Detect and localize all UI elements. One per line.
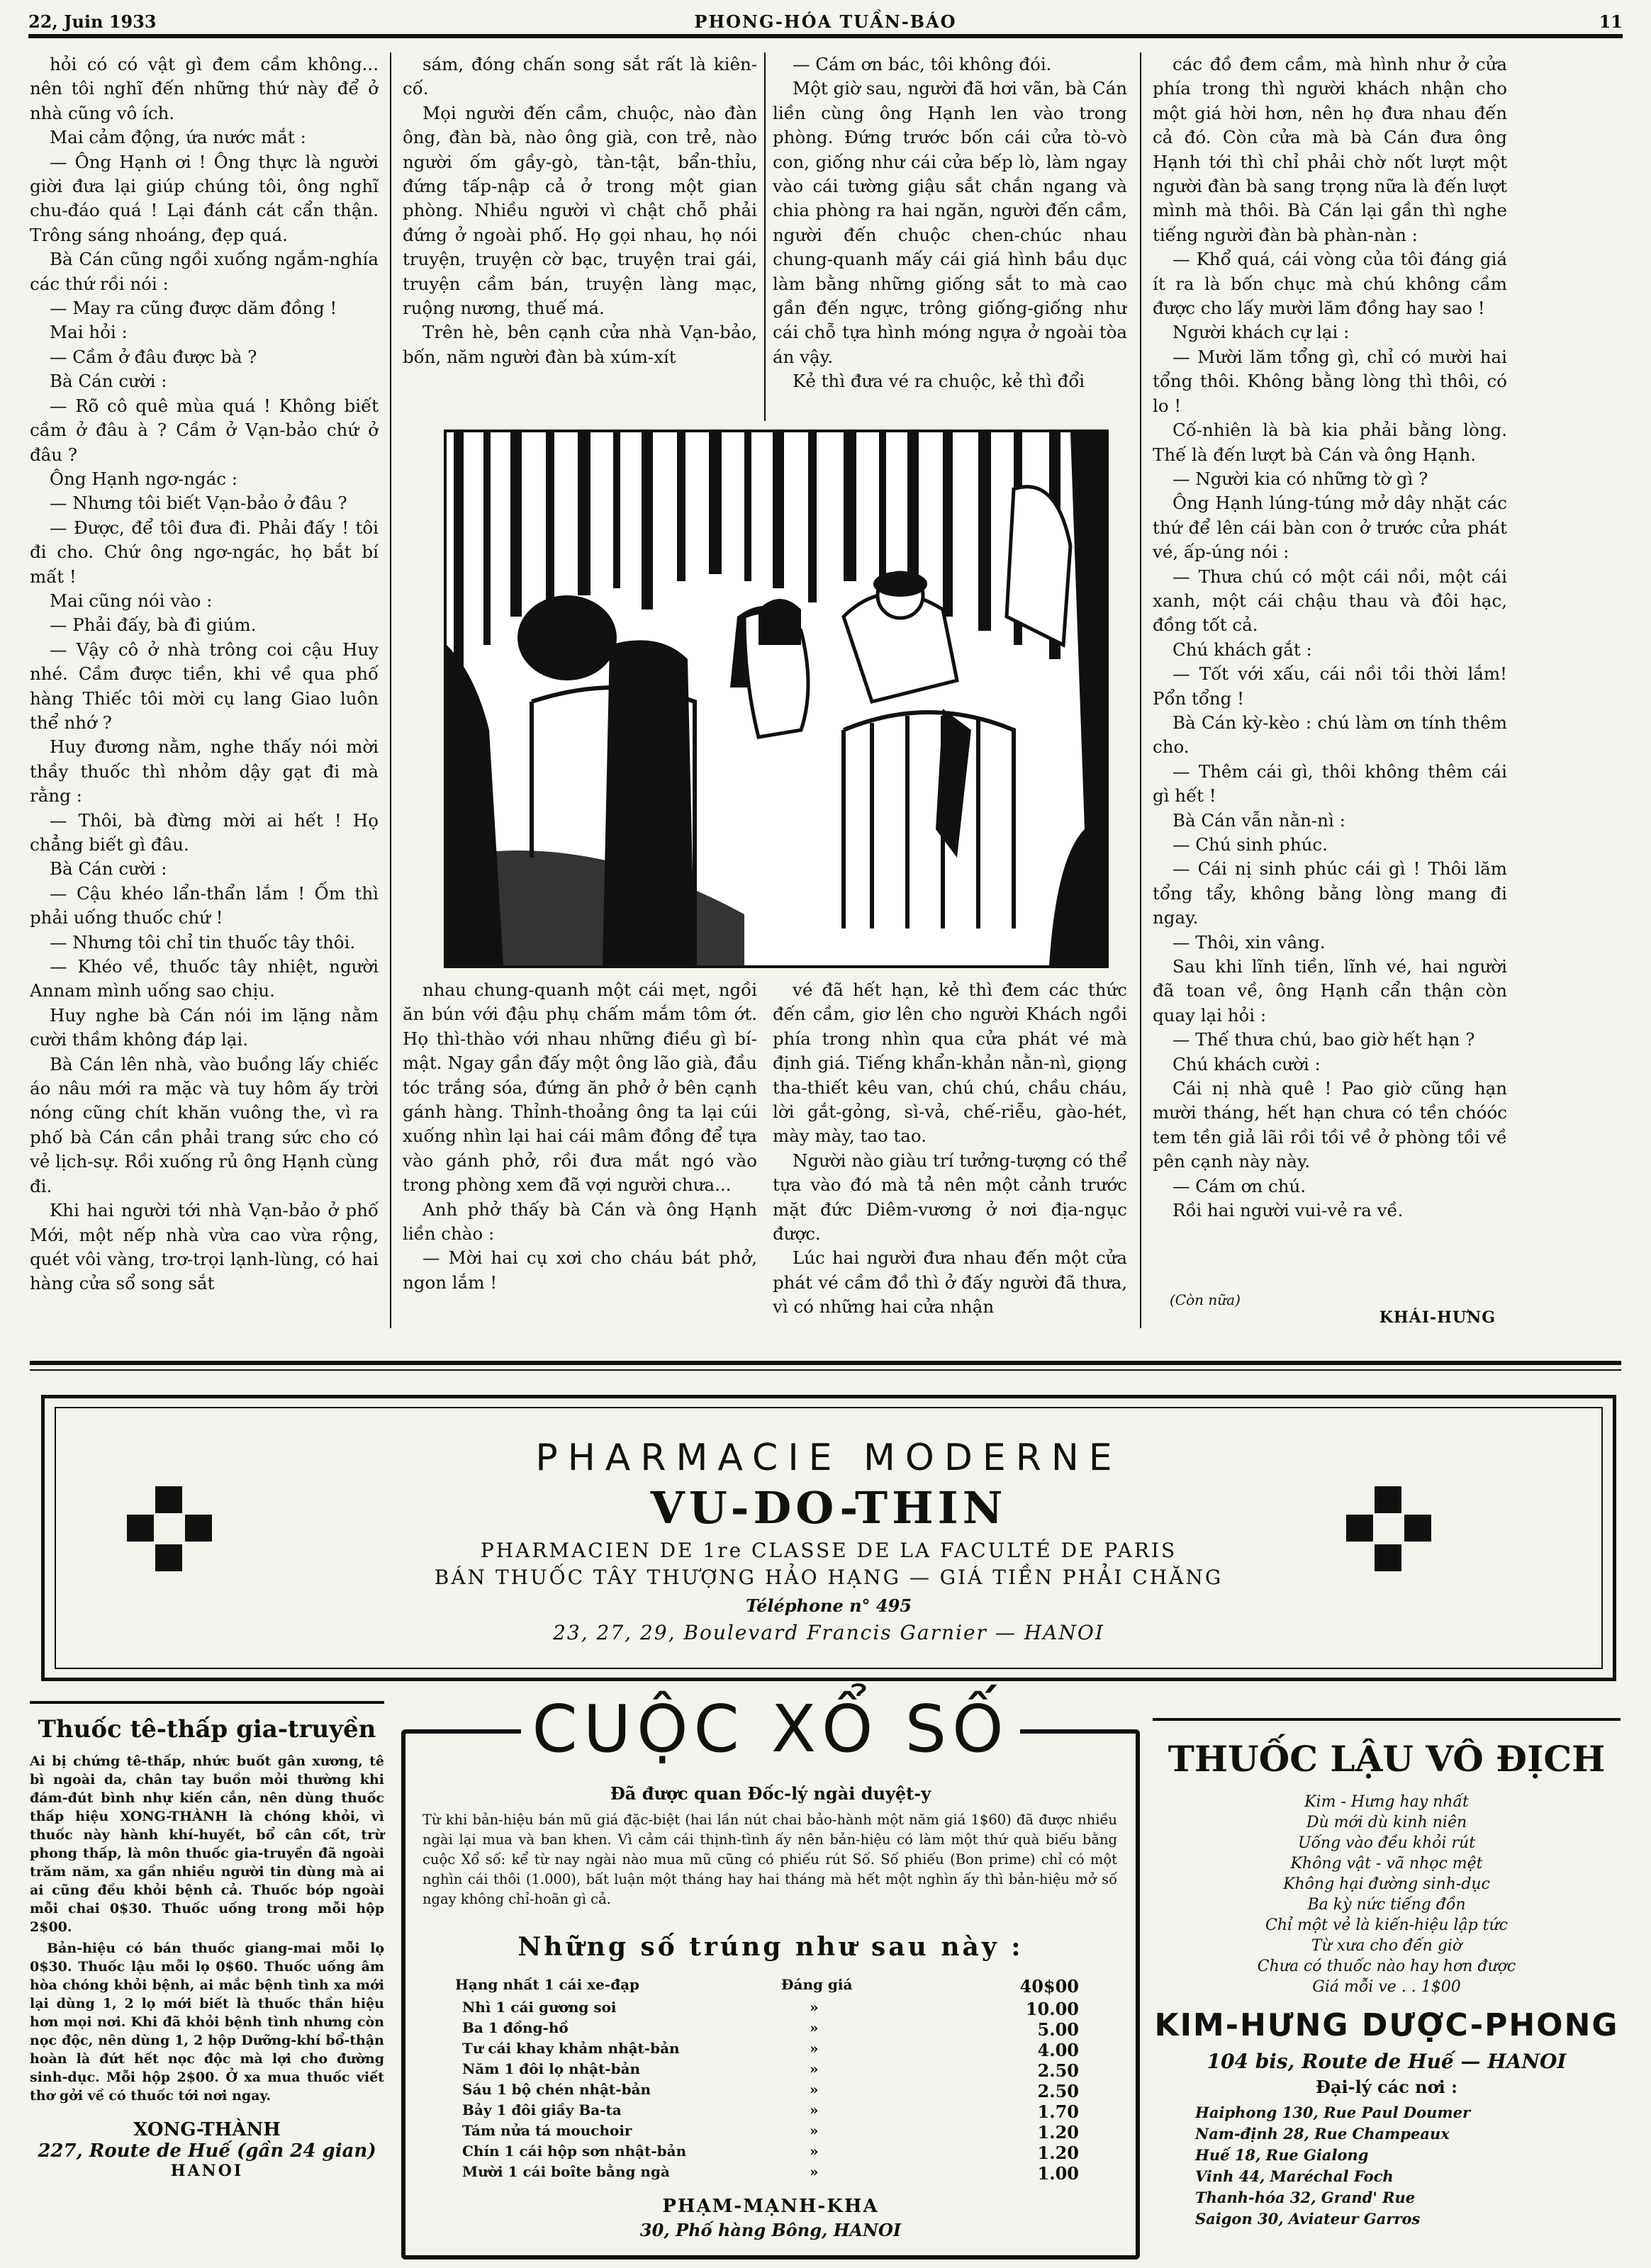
article-paragraph: Kẻ thì đưa vé ra chuộc, kẻ thì đổi	[793, 371, 1085, 392]
poem-line: Uống vào đều khỏi rút	[1297, 1834, 1476, 1852]
prize-label: Năm 1 đôi lọ nhật-bản	[462, 2060, 641, 2077]
article-paragraph: Ông Hạnh lúng-túng mở dây nhặt các thứ để lên cái bàn con ở trước cửa phát vé, ấp-úng nói :	[1153, 493, 1507, 563]
article-continued: (Còn nữa)	[1170, 1291, 1241, 1308]
poem-line: Kim - Hưng hay nhất	[1304, 1793, 1469, 1811]
article-paragraph: Trên hè, bên cạnh cửa nhà Vạn-bảo, bốn, năm người đàn bà xúm-xít	[403, 322, 757, 367]
prize-label: Bảy 1 đôi giầy Ba-ta	[462, 2101, 622, 2118]
agent-line: Saigon 30, Aviateur Garros	[1195, 2210, 1421, 2228]
ad-te-thap-city: HANOI	[170, 2162, 244, 2180]
article-paragraph: — Chú sinh phúc.	[1173, 834, 1328, 855]
article-paragraph: Mai cảm động, ứa nước mắt :	[50, 127, 306, 148]
article-paragraph: Ông Hạnh ngơ-ngác :	[50, 468, 237, 489]
article-paragraph: Bà Cán vẫn nằn-nì :	[1173, 809, 1345, 831]
poem-line: Chưa có thuốc nào hay hơn được	[1257, 1958, 1516, 1975]
agent-line: Huế 18, Rue Gialong	[1195, 2146, 1369, 2164]
ad-pharmacie-address: 23, 27, 29, Boulevard Francis Garnier — HANOI	[553, 1621, 1104, 1644]
ad-pharmacie-tagline: BÁN THUỐC TÂY THƯỢNG HẢO HẠNG — GIÁ TIỀN PHẢI CHĂNG	[434, 1566, 1224, 1589]
prize-row	[455, 2163, 1079, 2184]
article-column-3	[773, 52, 1127, 421]
article-paragraph: Cố-nhiên là bà kia phải bằng lòng. Thế là đến lượt bà Cán và ông Hạnh.	[1153, 420, 1507, 465]
ad-xoso-intro: Từ khi bản-hiệu bán mũ giá đặc-biệt (hai lần nút chai bảo-hành một năm giá 1$60) đã được nhiều ngài lại mua và ban khen. Vì cảm cái thịnh-tình ấy nên bản-hiệu có làm một thứ quà biếu bằng cuộc Xổ số: kể từ nay ngài nào mua mũ cũng có phiếu rút Số. Số phiếu (Bon prime) chỉ có một nghìn cái thôi (1.000), bất luận một tháng hay hai tháng mà hết một nghìn ấy thì bản-hiệu mở số ngay không chỉ-hoãn gì cả.	[422, 1812, 1117, 1907]
article-author: KHÁI-HƯNG	[1379, 1308, 1496, 1327]
article-paragraph: Mọi người đến cầm, chuộc, nào đàn ông, đàn bà, nào ông già, con trẻ, nào người ốm gầy-gò, tàn-tật, bẩn-thỉu, đứng tấp-nập cả ở trong một gian phòng. Nhiều người vì chật chỗ phải đứng ở ngoài phố. Họ gọi nhau, họ nói truyện, truyện cờ bạc, truyện trai gái, truyện cầm bán, truyện làng mạc, ruộng nương, thuế má.	[403, 102, 757, 319]
article-paragraph: Anh phở thấy bà Cán và ông Hạnh liền chào :	[403, 1198, 757, 1245]
ad-xoso-title	[405, 1691, 1136, 1767]
article-paragraph: các đồ đem cầm, mà hình như ở cửa phía trong thì người khách nhận cho một giá hời hơn, nên họ đưa nhau đến cả đó. Còn cửa mà bà Cán đưa ông Hạnh tới thì chỉ phải chờ nốt lượt một người đàn bà sang trọng nữa là đến lượt mình mà thôi. Bà Cán lại gần thì nghe tiếng người đàn bà phàn-nàn :	[1153, 54, 1507, 245]
ad-xoso-prize-list	[455, 1999, 1079, 2184]
ad-lau-poem	[1153, 1792, 1621, 1997]
prize-row	[455, 2060, 1079, 2081]
thuoc-lau-ad	[1153, 1727, 1621, 2251]
prize-row	[455, 2081, 1079, 2101]
article-paragraph: — Mười lăm tổng gì, chỉ có mười hai tổng thôi. Không bằng lòng thì thôi, có lo !	[1153, 346, 1507, 416]
poem-line: Từ xưa cho đến giờ	[1311, 1937, 1462, 1955]
prize-value: 1.70	[1037, 2101, 1079, 2122]
article-column-4	[1153, 52, 1507, 1307]
article-column-2	[403, 52, 757, 421]
article-paragraph: Một giờ sau, người đã hơi vãn, bà Cán liền cùng ông Hạnh len vào trong phòng. Đứng trước bốn cái cửa tò-vò con, giống như cái cửa bếp lò, làm ngay vào cái tường giậu sắt chắn ngang và chia phòng ra hai ngăn, người đến cầm, người đến chuộc chen-chúc nhau chung-quanh mấy cái giá hình bầu dục làm bằng những giống sắt to mà cao gần đến ngực, trông giống-giống như cái chỗ tựa hình móng ngựa ở ngoài tòa án vậy.	[773, 78, 1127, 367]
column-divider	[390, 52, 391, 1328]
ad-xoso-first-prize: Hạng nhất 1 cái xe-đạp	[455, 1976, 640, 1993]
article-paragraph: — Người kia có những tờ gì ?	[1173, 468, 1428, 489]
article-paragraph: — Nhưng tôi biết Vạn-bảo ở đâu ?	[50, 493, 347, 514]
pawnshop-illustration	[444, 430, 1109, 968]
article-paragraph: — Ông Hạnh ơi ! Ông thực là người giời đưa lại giúp chúng tôi, ông nghĩ chu-đáo quá ! Lại đánh cát cẩn thận. Trông sáng nhoáng, đẹp quá.	[30, 151, 379, 245]
illustration-drawing	[447, 432, 1106, 965]
article-paragraph: — May ra cũng được dăm đồng !	[50, 298, 337, 319]
ad-te-thap-body-2: Bản-hiệu có bán thuốc giang-mai mỗi lọ 0$30. Thuốc lậu mỗi lọ 0$60. Thuốc uống âm hòa chóng khỏi bệnh, ai mắc bệnh tình xa mới lại dùng 1, 2 lọ mới biết là thuốc thần hiệu hơn mọi nơi. Khi đã khỏi bệnh tình nhưng còn nọc độc, nên dùng 1, 2 hộp Dưỡng-khí bổ-thận hoàn là đứt hết nọc độc mà lợi cho đường sinh-dục. Mỗi hộp 2$00. Ở xa mua thuốc viết thơ gởi về có thuốc tới nơi ngay.	[30, 1941, 384, 2104]
agent-line: Haiphong 130, Rue Paul Doumer	[1195, 2104, 1471, 2121]
article-paragraph: Mai hỏi :	[50, 322, 128, 343]
article-paragraph: Rồi hai người vui-vẻ ra về.	[1173, 1200, 1404, 1221]
prize-value: 1.20	[1037, 2122, 1079, 2143]
poem-line: Dù mới dù kinh niên	[1306, 1814, 1467, 1831]
article-paragraph: sám, đóng chấn song sắt rất là kiên-cố.	[403, 54, 757, 99]
section-rule	[1153, 1718, 1621, 1721]
newspaper-title: PHONG-HÓA TUẦN-BÁO	[694, 11, 957, 32]
article-paragraph: — Cầm ở đâu được bà ?	[50, 346, 257, 367]
ad-pharmacie-name: VU-DO-THIN	[650, 1482, 1007, 1534]
ad-te-thap-title: Thuốc tê-thấp gia-truyền	[38, 1715, 376, 1744]
article-paragraph: vé đã hết hạn, kẻ thì đem các thức đến cầm, giơ lên cho người Khách ngồi phía trong nhìn qua cửa phát vé mà định giá. Tiếng khẩn-khản nằn-nì, giọng tha-thiết kêu van, chú chú, chầu cháu, lời gắt-gỏng, sì-vả, chế-riễu, gào-hét, mày mày, tao tao.	[773, 979, 1127, 1147]
prize-value: 2.50	[1037, 2060, 1079, 2081]
cross-ornament-icon	[1346, 1486, 1431, 1571]
prize-ditto-mark: »	[810, 2081, 819, 2098]
poem-line: Không vật - vã nhọc mệt	[1290, 1855, 1483, 1873]
ad-pharmacie-qualification: PHARMACIEN DE 1re CLASSE DE LA FACULTÉ DE PARIS	[480, 1539, 1177, 1562]
article-paragraph: Bà Cán kỳ-kèo : chú làm ơn tính thêm cho.	[1153, 712, 1507, 758]
prize-label: Tám nửa tá mouchoir	[462, 2122, 632, 2139]
prize-row	[455, 2143, 1079, 2163]
ad-xoso-address: 30, Phố hàng Bông, HANOI	[639, 2220, 902, 2240]
ad-lau-agents-title: Đại-lý các nơi :	[1316, 2077, 1457, 2097]
article-paragraph: Khi hai người tới nhà Vạn-bảo ở phố Mới, một nếp nhà vừa cao vừa rộng, quét vôi vàng, trơ-trọi lạnh-lùng, có hai hàng cửa sổ song sắt	[30, 1200, 379, 1294]
prize-ditto-mark: »	[810, 2163, 819, 2180]
prize-label: Sáu 1 bộ chén nhật-bản	[462, 2081, 651, 2098]
poem-line: Chỉ một vẻ là kiến-hiệu lập tức	[1265, 1916, 1508, 1934]
prize-value: 1.00	[1037, 2163, 1079, 2184]
prize-label: Nhì 1 cái gương soi	[462, 1999, 617, 2016]
article-paragraph: — Khéo về, thuốc tây nhiệt, người Annam mình uống sao chịu.	[30, 956, 379, 1001]
poem-line: Giá mỗi ve . . 1$00	[1312, 1978, 1461, 1996]
agent-line: Nam-định 28, Rue Champeaux	[1195, 2125, 1450, 2143]
ad-inner-frame	[55, 1407, 1603, 1669]
prize-label: Ba 1 đồng-hồ	[462, 2019, 569, 2036]
poem-line: Không hại đường sinh-dục	[1283, 1875, 1490, 1893]
prize-row	[455, 2040, 1079, 2060]
article-paragraph: — Rõ cô quê mùa quá ! Không biết cầm ở đâu à ? Cầm ở Vạn-bảo chứ ở đâu ?	[30, 395, 379, 465]
ad-te-thap-brand: XONG-THÀNH	[133, 2119, 281, 2140]
article-column-2-lower	[403, 978, 757, 1332]
article-paragraph: Chú khách gắt :	[1173, 639, 1312, 660]
article-paragraph: — Khổ quá, cái vòng của tôi đáng giá ít ra là bốn chục mà chú không cầm được cho lấy mười lăm đồng hay sao !	[1153, 249, 1507, 319]
article-paragraph: nhau chung-quanh một cái mẹt, ngồi ăn bún với đậu phụ chấm mắm tôm ớt. Họ thì-thào với nhau những điều gì bí-mật. Ngay gần đấy một ông lão già, đầu tóc trắng sóa, đứng ăn phở ở bên cạnh gánh hàng. Thỉnh-thoảng ông ta lại cúi xuống nhìn lại hai cái mâm đồng để tựa vào gánh phở, rồi đưa mắt ngó vào trong phòng xem đã vợi người chưa...	[403, 979, 757, 1196]
article-paragraph: — Cám ơn bác, tôi không đói.	[793, 54, 1052, 74]
article-paragraph: — Nhưng tôi chỉ tin thuốc tây thôi.	[50, 931, 356, 953]
prize-ditto-mark: »	[810, 2143, 819, 2160]
ad-te-thap-body: Ai bị chứng tê-thấp, nhức buốt gân xương, tê bì ngoài da, chân tay buồn mỏi thường khi đám-đút bình nhự kiến cắn, nên dùng thuốc thấp hiệu XONG-THÀNH là chóng khỏi, vì thuốc này hành khí-huyết, bổ cân cốt, trừ phong thấp, là môn thuốc gia-truyền đã ngoài trăm năm, xa gần nhiều người tin dùng mà ai ai cũng đều khỏi bệnh cả. Thuốc bóp ngoài mỗi chai 0$30. Thuốc uống trong mỗi hộp 2$00.	[30, 1753, 384, 1935]
article-paragraph: — Cậu khéo lẩn-thẩn lắm ! Ốm thì phải uống thuốc chứ !	[30, 882, 379, 928]
prize-row	[455, 2122, 1079, 2143]
article-paragraph: Bà Cán cười :	[50, 858, 167, 880]
article-paragraph: — Cái nị sinh phúc cái gì ! Thôi lăm tổng tẩy, không bằng lòng mang đi ngay.	[1153, 858, 1507, 928]
article-paragraph: — Mời hai cụ xơi cho cháu bát phở, ngon lắm !	[403, 1247, 757, 1293]
article-paragraph: Người khách cự lại :	[1173, 322, 1350, 343]
prize-ditto-mark: »	[810, 2019, 819, 2036]
ad-pharmacie-heading: PHARMACIE MODERNE	[535, 1437, 1122, 1479]
pharmacie-moderne-ad	[41, 1395, 1616, 1681]
cuoc-xo-so-ad	[401, 1691, 1140, 2259]
prize-value: 5.00	[1037, 2019, 1079, 2040]
prize-ditto-mark: »	[810, 2060, 819, 2077]
section-rule	[30, 1701, 384, 1704]
article-paragraph: Huy đương nằm, nghe thấy nói mời thầy thuốc thì nhỏm dậy gạt đi mà rằng :	[30, 736, 379, 807]
prize-label: Chín 1 cái hộp sơn nhật-bản	[462, 2143, 687, 2160]
prize-value: 1.20	[1037, 2143, 1079, 2163]
ad-xoso-brand: PHẠM-MẠNH-KHA	[662, 2196, 879, 2217]
article-paragraph: — Được, để tôi đưa đi. Phải đấy ! tôi đi cho. Chứ ông ngơ-ngác, họ bắt bí mất !	[30, 517, 379, 587]
page-header	[28, 10, 1623, 38]
prize-ditto-mark: »	[810, 2122, 819, 2139]
issue-date: 22, Juin 1933	[28, 11, 157, 32]
poem-line: Ba kỳ nức tiếng đồn	[1307, 1896, 1466, 1914]
article-paragraph: — Vậy cô ở nhà trông coi cậu Huy nhé. Cầm được tiền, khi về qua phố hàng Thiếc tôi mời cụ lang Giao luôn thể nhớ ?	[30, 639, 379, 733]
article-paragraph: Bà Cán lên nhà, vào buồng lấy chiếc áo nâu mới ra mặc và tuy hôm ấy trời nóng cũng chít khăn vuông the, vì ra phố bà Cán cần phải trang sức cho có vẻ lịch-sự. Rồi xuống rủ ông Hạnh cùng đi.	[30, 1053, 379, 1196]
cross-ornament-icon	[127, 1486, 212, 1571]
prize-label: Tư cái khay khảm nhật-bản	[462, 2040, 680, 2057]
ad-pharmacie-phone: Téléphone n° 495	[746, 1595, 912, 1616]
section-rule	[30, 1361, 1621, 1365]
article-paragraph: — Thôi, xin vâng.	[1173, 931, 1326, 953]
ad-xoso-title-text: CUỘC XỔ SỐ	[521, 1691, 1021, 1767]
prize-ditto-mark: »	[810, 1999, 819, 2016]
article-paragraph: — Tốt với xấu, cái nồi tồi thời lắm! Pổn tổng !	[1153, 663, 1507, 709]
ad-te-thap-address: 227, Route de Huế (gần 24 gian)	[38, 2140, 376, 2162]
prize-ditto-mark: »	[810, 2040, 819, 2057]
prize-row	[455, 1999, 1079, 2019]
article-column-1	[30, 52, 379, 1335]
article-paragraph: — Thưa chú có một cái nồi, một cái xanh, một cái chậu thau và đôi hạc, đồng tốt cả.	[1153, 566, 1507, 636]
prize-ditto-mark: »	[810, 2101, 819, 2118]
article-paragraph: Bà Cán cười :	[50, 371, 167, 392]
column-divider	[1140, 52, 1141, 1328]
ad-lau-address: 104 bis, Route de Huế — HANOI	[1207, 2050, 1567, 2073]
article-paragraph: — Thế thưa chú, bao giờ hết hạn ?	[1173, 1029, 1475, 1050]
article-paragraph: Mai cũng nói vào :	[50, 590, 213, 611]
prize-value: 2.50	[1037, 2081, 1079, 2101]
section-rule	[30, 1369, 1621, 1371]
ad-lau-agents	[1195, 2102, 1592, 2230]
article-paragraph: Sau khi lĩnh tiền, lĩnh vé, hai người đã toan về, ông Hạnh cẩn thận còn quay lại hỏi :	[1153, 956, 1507, 1026]
article-paragraph: — Phải đấy, bà đi giúm.	[50, 614, 257, 636]
ad-lau-title: THUỐC LẬU VÔ ĐỊCH	[1168, 1738, 1606, 1780]
article-paragraph: hỏi có có vật gì đem cầm không... nên tôi nghĩ đến những thứ này để ở nhà cũng vô ích.	[30, 54, 379, 123]
page-number: 11	[1599, 11, 1623, 32]
article-column-3-lower	[773, 978, 1127, 1332]
agent-line: Thanh-hóa 32, Grand' Rue	[1195, 2189, 1416, 2206]
ad-lau-brand: KIM-HƯNG DƯỢC-PHONG	[1154, 2007, 1619, 2043]
article-paragraph: Lúc hai người đưa nhau đến một cửa phát vé cầm đồ thì ở đấy người đã thưa, vì có những hai cửa nhận	[773, 1247, 1127, 1318]
prize-row	[455, 2101, 1079, 2122]
article-paragraph: — Thêm cái gì, thôi không thêm cái gì hết !	[1153, 760, 1507, 807]
ad-xoso-list-title: Những số trúng như sau này :	[517, 1932, 1024, 1962]
column-divider	[764, 52, 766, 421]
article-paragraph: Huy nghe bà Cán nói im lặng nằm cười thầm không đáp lại.	[30, 1004, 379, 1050]
thuoc-te-thap-ad	[30, 1708, 384, 2254]
article-paragraph: Chú khách cười :	[1173, 1053, 1321, 1074]
article-paragraph: — Thôi, bà đừng mời ai hết ! Họ chẳng biết gì đâu.	[30, 809, 379, 855]
ad-xoso-prize-header	[455, 1976, 1079, 1997]
ad-xoso-first-value: 40$00	[1019, 1976, 1079, 1997]
prize-value: 10.00	[1025, 1999, 1079, 2019]
ad-xoso-value-heading: Đáng giá	[781, 1976, 853, 1993]
prize-value: 4.00	[1037, 2040, 1079, 2060]
article-paragraph: Người nào giàu trí tưởng-tượng có thể tựa vào đó mà tả nên một cảnh trước mặt đức Diêm-vương ở nơi địa-ngục được.	[773, 1150, 1127, 1245]
ad-xoso-subtitle: Đã được quan Đốc-lý ngài duyệt-y	[610, 1783, 931, 1804]
article-paragraph: Bà Cán cũng ngồi xuống ngắm-nghía các thứ rồi nói :	[30, 249, 379, 294]
prize-label: Mười 1 cái boîte bằng ngà	[462, 2163, 670, 2180]
prize-row	[455, 2019, 1079, 2040]
article-paragraph: Cái nị nhà quê ! Pao giờ cũng hạn mười tháng, hết hạn chưa có tền chóóc tem tền giả lãi rồi tồi về ở phòng tồi về pên cạnh này này.	[1153, 1078, 1507, 1172]
article-paragraph: — Cám ơn chú.	[1173, 1175, 1306, 1196]
agent-line: Vinh 44, Maréchal Foch	[1195, 2167, 1394, 2185]
